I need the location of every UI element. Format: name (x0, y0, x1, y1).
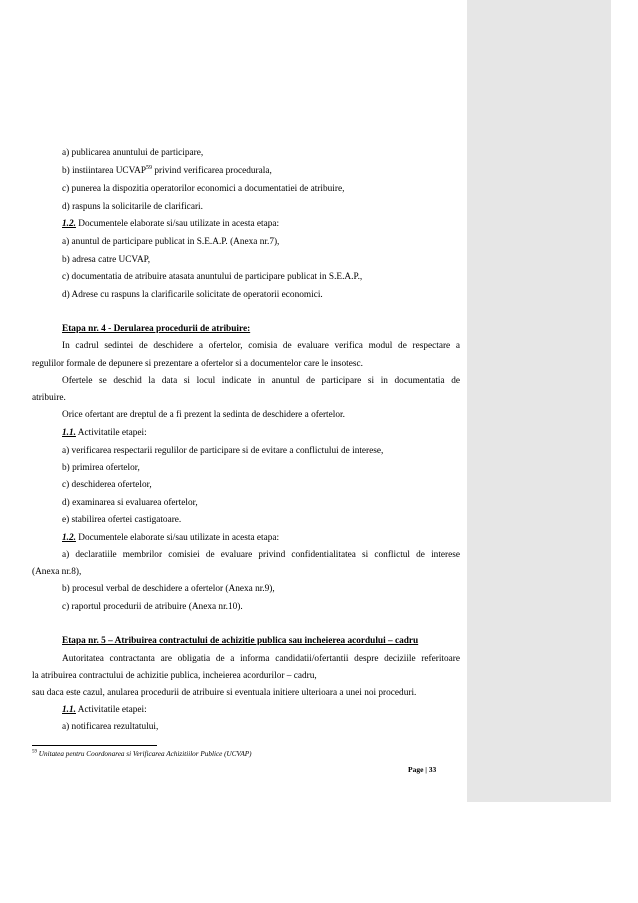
list-item: a) notificarea rezultatului, (62, 722, 159, 732)
page-number: Page | 33 (408, 765, 437, 774)
paragraph-line: regulilor formale de depunere si prezentare a ofertelor si a documentelor care le insotesc. (32, 359, 363, 369)
list-item: b) instiintarea UCVAP$^{59}$ privind verificarea procedurala, (62, 164, 272, 176)
paragraph-line: Ofertele se deschid la data si locul indicate in anuntul de participare si in documentatia de (62, 376, 460, 386)
paragraph-line: Orice ofertant are dreptul de a fi prezent la sedinta de deschidere a ofertelor. (62, 410, 345, 420)
paragraph-line: atribuire. (32, 393, 66, 403)
stage-heading: Etapa nr. 4 - Derularea procedurii de atribuire: (62, 324, 251, 334)
list-item-continuation: (Anexa nr.8), (32, 567, 82, 577)
list-item: b) procesul verbal de deschidere a ofertelor (Anexa nr.9), (62, 584, 275, 594)
section-heading: 1.2. Documentele elaborate si/sau utilizate in acesta etapa: (62, 219, 280, 229)
section-heading: 1.1. Activitatile etapei: (62, 428, 147, 438)
list-item: d) examinarea si evaluarea ofertelor, (62, 498, 198, 508)
list-item: c) deschiderea ofertelor, (62, 480, 152, 490)
list-item: a) anuntul de participare publicat in S.E.A.P. (Anexa nr.7), (62, 237, 280, 247)
list-item: c) punerea la dispozitia operatorilor economici a documentatiei de atribuire, (62, 184, 345, 194)
paragraph-line: In cadrul sedintei de deschidere a ofertelor, comisia de evaluare verifica modul de respectare a (62, 341, 460, 351)
list-item: b) adresa catre UCVAP, (62, 255, 151, 265)
stage-heading: Etapa nr. 5 – Atribuirea contractului de achizitie publica sau incheierea acordului – cadru (62, 636, 419, 646)
footnote-reference[interactable]: 59 (146, 164, 153, 171)
list-item: a) declaratiile membrilor comisiei de evaluare privind confidentialitatea si conflictul de interese (62, 550, 460, 560)
list-item: c) documentatia de atribuire atasata anuntului de participare publicat in S.E.A.P., (62, 272, 363, 282)
paragraph-line: la atribuirea contractului de achizitie publica, incheierea acordurilor – cadru, (32, 671, 317, 681)
footnote-separator (32, 745, 157, 746)
paragraph-line: Autoritatea contractanta are obligatia de a informa candidatii/ofertantii despre deciziile referitoare (62, 654, 460, 664)
list-item: a) publicarea anuntului de participare, (62, 148, 204, 158)
list-item: a) verificarea respectarii regulilor de participare si de evitare a conflictului de interese, (62, 446, 384, 456)
section-heading: 1.2. Documentele elaborate si/sau utilizate in acesta etapa: (62, 533, 280, 543)
section-heading: 1.1. Activitatile etapei: (62, 705, 147, 715)
footnote: $^{59}$ Unitatea pentru Coordonarea si Verificarea Achizitiilor Publice (UCVAP) (32, 749, 252, 758)
paragraph-line: sau daca este cazul, anularea procedurii de atribuire si eventuala initiere ulterioara a unei noi proceduri. (32, 688, 417, 698)
list-item: b) primirea ofertelor, (62, 463, 140, 473)
list-item: e) stabilirea ofertei castigatoare. (62, 515, 182, 525)
list-item: d) raspuns la solicitarile de clarificari. (62, 202, 203, 212)
list-item: d) Adrese cu raspuns la clarificarile solicitate de operatorii economici. (62, 290, 323, 300)
list-item: c) raportul procedurii de atribuire (Anexa nr.10). (62, 602, 243, 612)
